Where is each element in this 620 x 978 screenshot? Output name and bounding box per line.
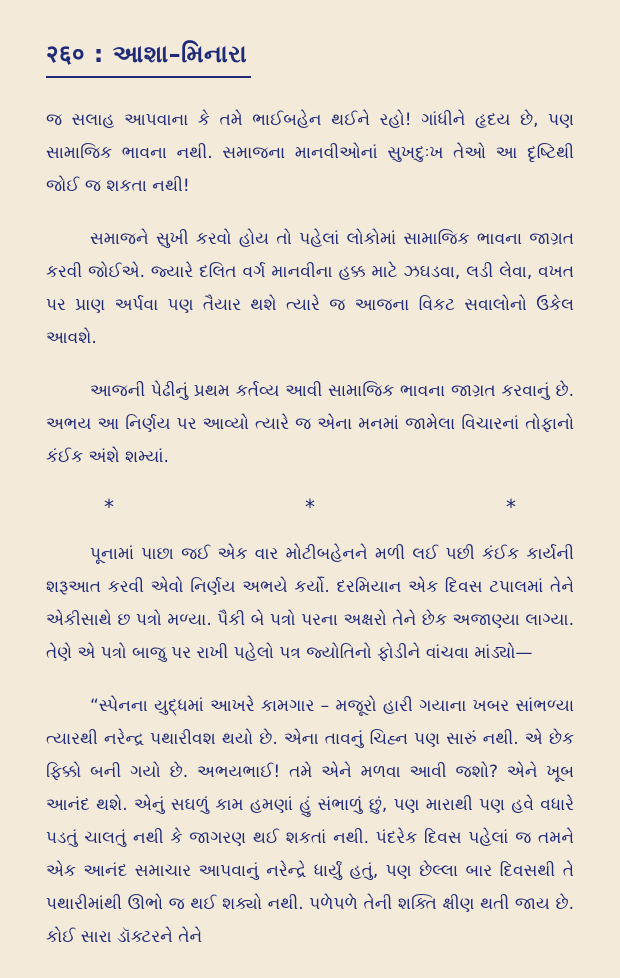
section-break-star: *	[506, 495, 516, 519]
paragraph-3: આજની પેઢીનું પ્રથમ કર્તવ્ય આવી સામાજિક ભાવના જાગ્રત કરવાનું છે. અભય આ નિર્ણય પર આવ્યો ત્યારે જ એના મનમાં જામેલા વિચારનાં તોફાનો કંઈક અંશે શમ્યાં.	[46, 381, 574, 467]
header-separator: :	[84, 40, 113, 68]
paragraph-2: સમાજને સુખી કરવો હોય તો પહેલાં લોકોમાં સામાજિક ભાવના જાગ્રત કરવી જોઈએ. જ્યારે દલિત વર્ગ માનવીના હક્ક માટે ઝઘડવા, લડી લેવા, વખત પર પ્રાણ અર્પવા પણ તૈયાર થશે ત્યારે જ આજના વિકટ સવાલોનો ઉકેલ આવશે.	[46, 229, 574, 348]
section-break-star: *	[104, 495, 114, 519]
header-underline	[46, 76, 251, 78]
paragraph-5-letter: “સ્પેનના યુદ્ધમાં આખરે કામગાર – મજૂરો હારી ગયાના ખબર સાંભળ્યા ત્યારથી નરેન્દ્ર પથારીવશ થયો છે. એના તાવનું ચિહ્ન પણ સારું નથી. એ છેક ફિક્કો બની ગયો છે. અભયભાઈ! તમે એને મળવા આવી જશો? એને ખૂબ આનંદ થશે. એનું સઘળું કામ હમણાં હું સંભાળું છું, પણ મારાથી પણ હવે વધારે પડતું ચાલતું નથી કે જાગરણ થઈ શકતાં નથી. પંદરેક દિવસ પહેલાં જ તમને એક આનંદ સમાચાર આપવાનું નરેન્દ્રે ધાર્યું હતું, પણ છેલ્લા બાર દિવસથી તે પથારીમાંથી ઊભો જ થઈ શક્યો નથી. પળેપળે તેની શક્તિ ક્ષીણ થતી જાય છે. કોઈ સારા ડૉક્ટરને તેને	[46, 696, 574, 947]
section-break	[46, 494, 574, 520]
section-break-star: *	[305, 495, 315, 519]
running-title: આશા–મિનારા	[112, 40, 248, 68]
paragraph-4: પૂનામાં પાછા જઈ એક વાર મોટીબહેનને મળી લઈ પછી કંઈક કાર્યની શરૂઆત કરવી એવો નિર્ણય અભયે કર્યો. દરમિયાન એક દિવસ ટપાલમાં તેને એકીસાથે છ પત્રો મળ્યા. પૈકી બે પત્રો પરના અક્ષરો તેને છેક અજાણ્યા લાગ્યા. તેણે એ પત્રો બાજુ પર રાખી પહેલો પત્ર જ્યોતિનો ફોડીને વાંચવા માંડ્યો—	[46, 544, 574, 663]
page-header	[46, 34, 574, 74]
page-number: २६०	[46, 40, 85, 68]
paragraph-1: જ સલાહ આપવાના કે તમે ભાઈબહેન થઈને રહો! ગાંધીને હૃદય છે, પણ સામાજિક ભાવના નથી. સમાજના માનવીઓનાં સુખદુઃખ તેઓ આ દૃષ્ટિથી જોઈ જ શકતા નથી!	[46, 110, 574, 196]
